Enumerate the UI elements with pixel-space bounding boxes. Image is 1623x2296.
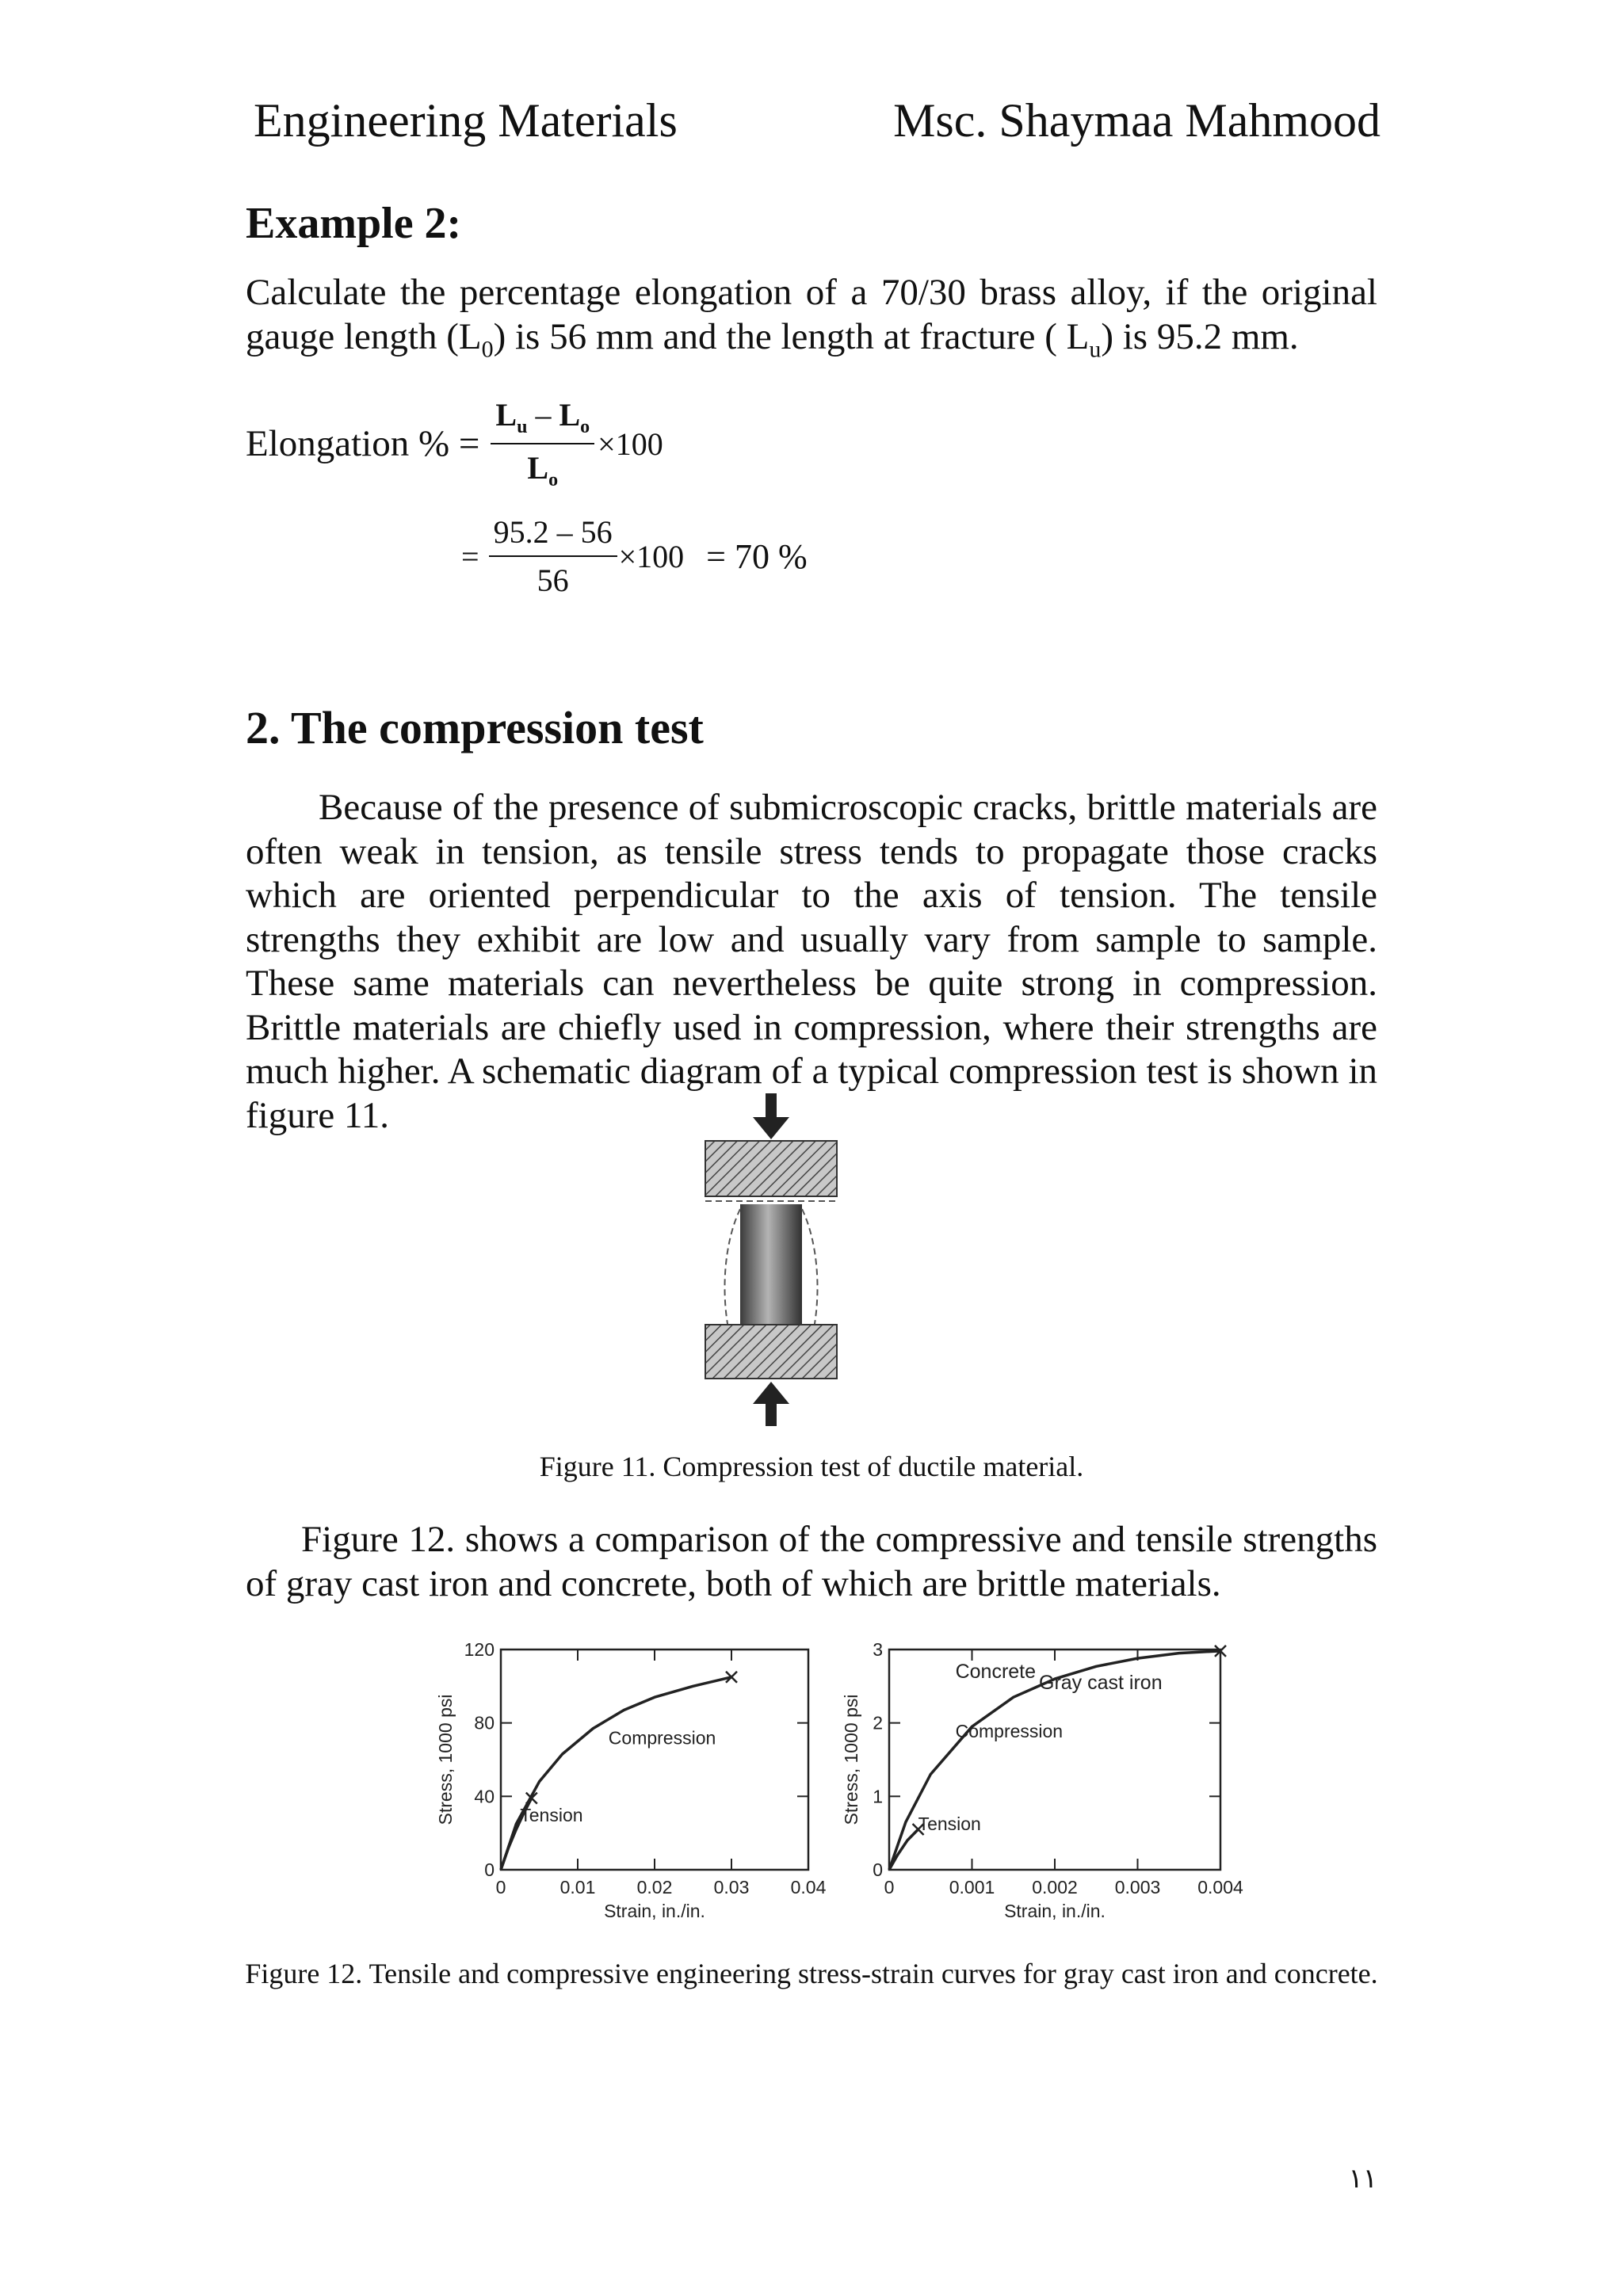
series-label-compression: Compression [608,1727,716,1749]
header-right: Msc. Shaymaa Mahmood [893,94,1381,147]
x-axis-label: Strain, in./in. [604,1901,705,1921]
x-tick-label: 0 [495,1877,506,1897]
elongation-calculation: = $\frac{95.2 - 56}{56}$ ×100 = 70 % [461,514,808,598]
section-title: 2. The compression test [246,702,704,753]
series-line-tension [889,1829,918,1870]
y-tick-label: 1 [873,1786,883,1807]
top-arrow-icon [753,1093,789,1139]
y-tick-label: 3 [873,1639,883,1660]
x-tick-label: 0 [884,1877,895,1897]
series-label-tension: Tension [520,1804,583,1825]
bottom-platen [705,1325,837,1379]
x-tick-label: 0.004 [1197,1877,1243,1897]
section-paragraph: Because of the presence of submicroscopic cracks, brittle materials are often weak in tension, as tensile stress tends to propagate those cracks which are oriented perpendicular to the axis of tension. The tensile strengths they exhibit are low and usually vary from sample to sample. These same materials can nevertheless be quite strong in compression. Brittle materials are chiefly used in compression, where their strengths are much higher. A schematic diagram of a typical compression test is shown in figure 11. [246,787,1377,1136]
figure11-caption: Figure 11. Compression test of ductile material. [539,1451,1084,1482]
header-left: Engineering Materials [254,94,678,147]
series-line-compression [501,1677,731,1870]
y-axis-label: Stress, 1000 psi [435,1694,456,1825]
figure12-caption: Figure 12. Tensile and compressive engineering stress-strain curves for gray cast iron and concrete. [245,1958,1378,1989]
chart-concrete [840,1632,1244,1925]
series-label-tension: Tension [918,1813,981,1834]
page-number: ١١ [1348,2164,1377,2194]
x-tick-label: 0.003 [1114,1877,1161,1897]
example-title: Example 2: [246,199,462,248]
example-text: Calculate the percentage elongation of a 70/30 brass alloy, if the original gauge length $(L_0)$ is 56 mm and the length at fracture ( $L_u$) is 95.2 mm. [246,272,1377,362]
y-tick-label: 0 [484,1859,495,1880]
bottom-arrow-icon [753,1382,789,1426]
series-line-compression [889,1651,1220,1870]
y-tick-label: 40 [474,1786,495,1807]
chart-title: Gray cast iron [1039,1672,1163,1695]
x-tick-label: 0.002 [1032,1877,1078,1897]
series-label-compression: Compression [955,1721,1064,1742]
x-tick-label: 0.02 [636,1877,673,1897]
y-axis-label: Stress, 1000 psi [841,1694,861,1825]
y-tick-label: 80 [474,1712,495,1733]
elongation-formula: Elongation % = $\frac{L_u - L_o}{L_o}$ ×100 [246,397,663,490]
top-platen [705,1141,837,1196]
x-axis-label: Strain, in./in. [1004,1901,1106,1921]
x-tick-label: 0.001 [949,1877,995,1897]
y-tick-label: 2 [873,1712,883,1733]
compression-test-diagram [683,1093,857,1426]
plot-frame [501,1650,808,1870]
x-tick-label: 0.03 [713,1877,750,1897]
x-tick-label: 0.04 [790,1877,827,1897]
chart-title: Concrete [955,1661,1037,1684]
x-tick-label: 0.01 [559,1877,596,1897]
y-tick-label: 120 [464,1639,495,1660]
plot-frame [889,1650,1220,1870]
y-tick-label: 0 [873,1859,883,1880]
paragraph-figure12: Figure 12. shows a comparison of the compressive and tensile strengths of gray cast iron and concrete, both of which are brittle materials. [246,1519,1377,1604]
